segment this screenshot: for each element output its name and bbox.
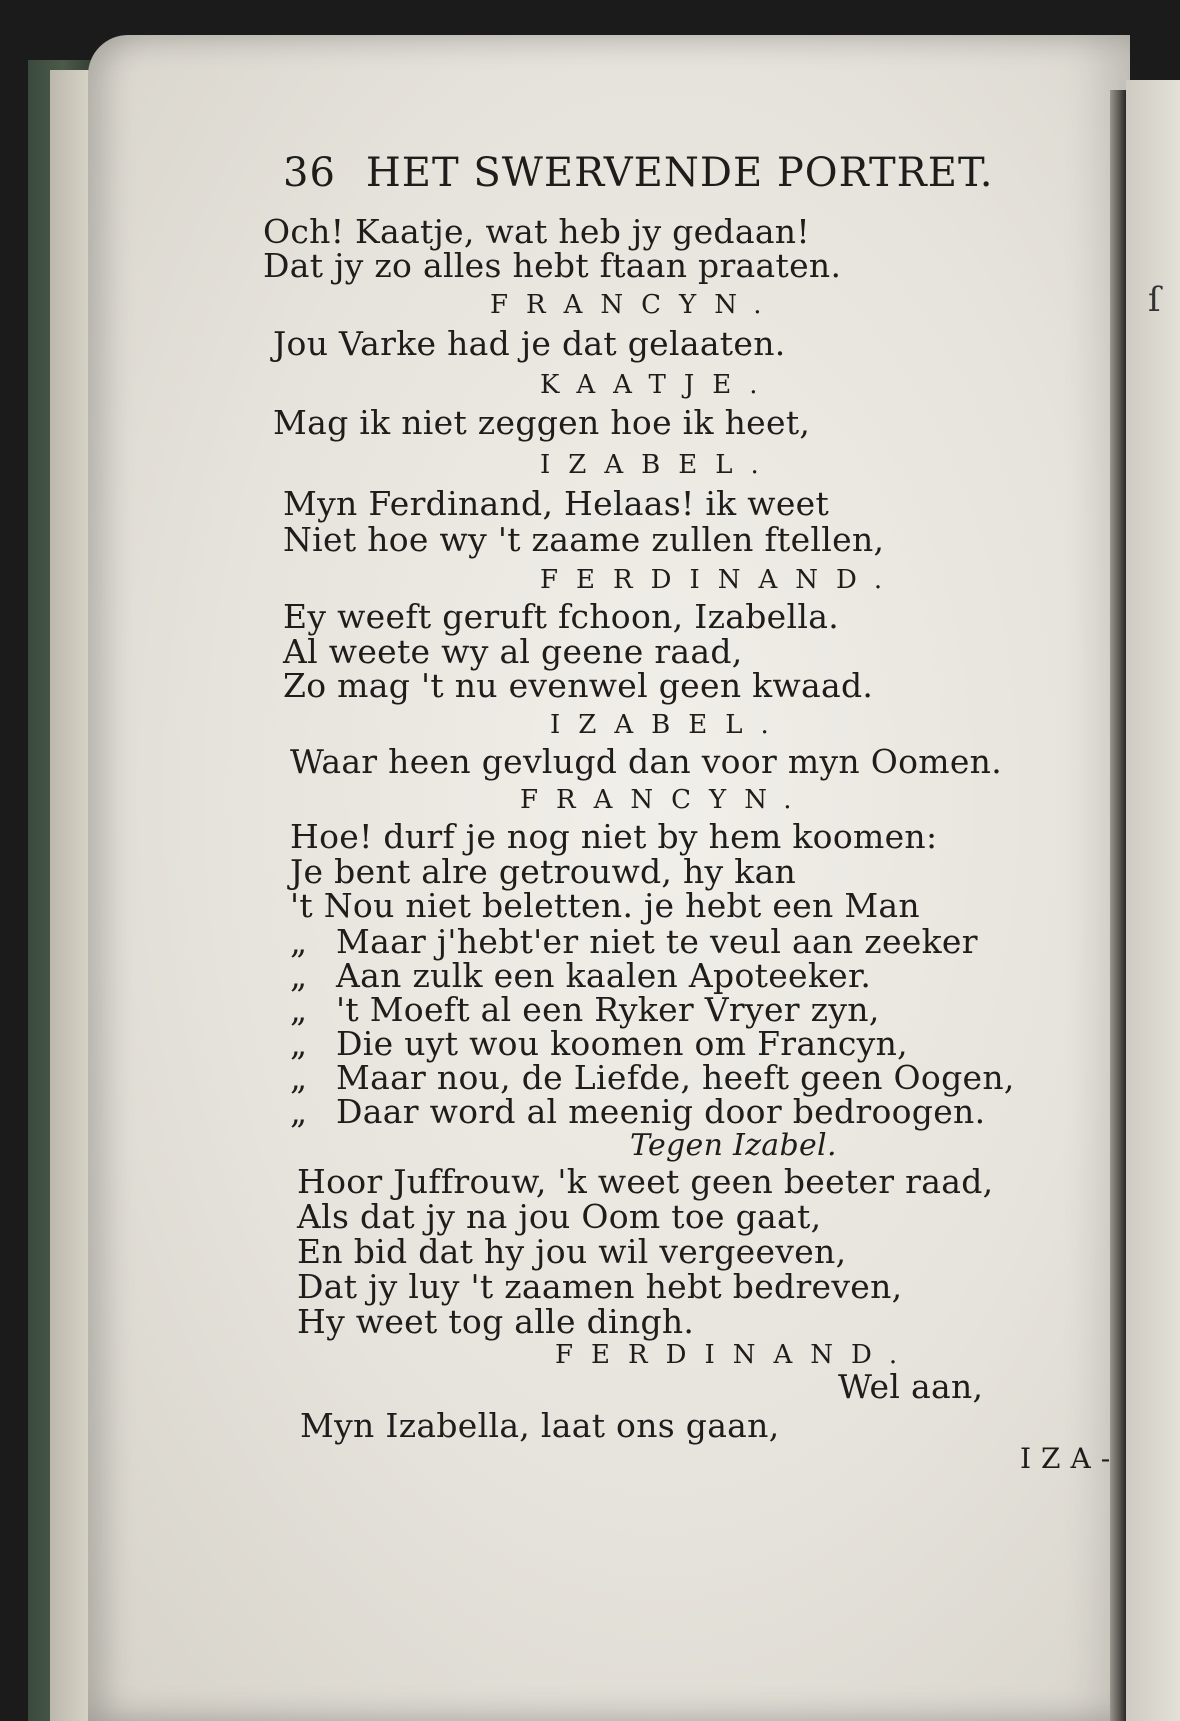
verse-line: Hoor Juffrouw, 'k weet geen beeter raad,: [297, 1162, 994, 1201]
quoted-verse-line: „ Maar nou, de Liefde, heeft geen Oogen,: [290, 1058, 1015, 1097]
quoted-verse-line: „ Die uyt wou koomen om Francyn,: [290, 1024, 908, 1063]
quote-mark: „: [290, 1058, 308, 1097]
verse-line: Och! Kaatje, wat heb jy gedaan!: [263, 212, 810, 251]
verse-line: Myn Izabella, laat ons gaan,: [300, 1406, 780, 1445]
verse-line: Al weete wy al geene raad,: [283, 632, 743, 671]
quote-mark: „: [290, 1092, 308, 1131]
speaker-name: IZABEL.: [540, 450, 777, 480]
verse-line: Als dat jy na jou Oom toe gaat,: [297, 1197, 822, 1236]
facing-page: [1126, 80, 1180, 1721]
quoted-verse-line: „ Maar j'hebt'er niet te veul aan zeeker: [290, 922, 978, 961]
quote-mark: „: [290, 922, 308, 961]
catchword: IZA-: [1020, 1442, 1121, 1475]
speaker-name: IZABEL.: [550, 710, 787, 740]
verse-line: Je bent alre getrouwd, hy kan: [290, 852, 797, 891]
running-header: [283, 150, 994, 196]
quoted-verse-line: „ 't Moeft al een Ryker Vryer zyn,: [290, 990, 880, 1029]
verse-line: Niet hoe wy 't zaame zullen ftellen,: [283, 520, 885, 559]
speaker-name: FERDINAND.: [555, 1340, 916, 1370]
verse-line: Wel aan,: [838, 1367, 984, 1406]
speaker-name: FERDINAND.: [540, 565, 901, 595]
verse-line: En bid dat hy jou wil vergeeven,: [297, 1232, 847, 1271]
quoted-verse-line: „ Aan zulk een kaalen Apoteeker.: [290, 956, 872, 995]
verse-line: Myn Ferdinand, Helaas! ik weet: [283, 484, 830, 523]
facing-page-mark: ſ: [1148, 280, 1161, 320]
running-title: HET SWERVENDE PORTRET.: [365, 150, 994, 196]
speaker-name: FRANCYN.: [490, 290, 780, 320]
quote-mark: „: [290, 990, 308, 1029]
stage-direction: Tegen Izabel.: [630, 1128, 837, 1163]
verse-line: Jou Varke had je dat gelaaten.: [273, 324, 786, 363]
verse-line: Ey weeft geruft fchoon, Izabella.: [283, 597, 839, 636]
speaker-name: KAATJE.: [540, 370, 776, 400]
verse-line: Waar heen gevlugd dan voor myn Oomen.: [290, 742, 1003, 781]
quote-mark: „: [290, 1024, 308, 1063]
verse-line: Dat jy luy 't zaamen hebt bedreven,: [297, 1267, 903, 1306]
verse-line: Hoe! durf je nog niet by hem koomen:: [290, 817, 938, 856]
book-gutter: [1110, 90, 1126, 1721]
quoted-verse-line: „ Daar word al meenig door bedroogen.: [290, 1092, 986, 1131]
quote-mark: „: [290, 956, 308, 995]
page-number: 36: [283, 150, 336, 196]
verse-line: 't Nou niet beletten. je hebt een Man: [290, 886, 920, 925]
verse-line: Hy weet tog alle dingh.: [297, 1302, 695, 1341]
speaker-name: FRANCYN.: [520, 785, 810, 815]
verse-line: Mag ik niet zeggen hoe ik heet,: [273, 403, 811, 442]
verse-line: Zo mag 't nu evenwel geen kwaad.: [283, 666, 874, 705]
verse-line: Dat jy zo alles hebt ftaan praaten.: [263, 246, 842, 285]
